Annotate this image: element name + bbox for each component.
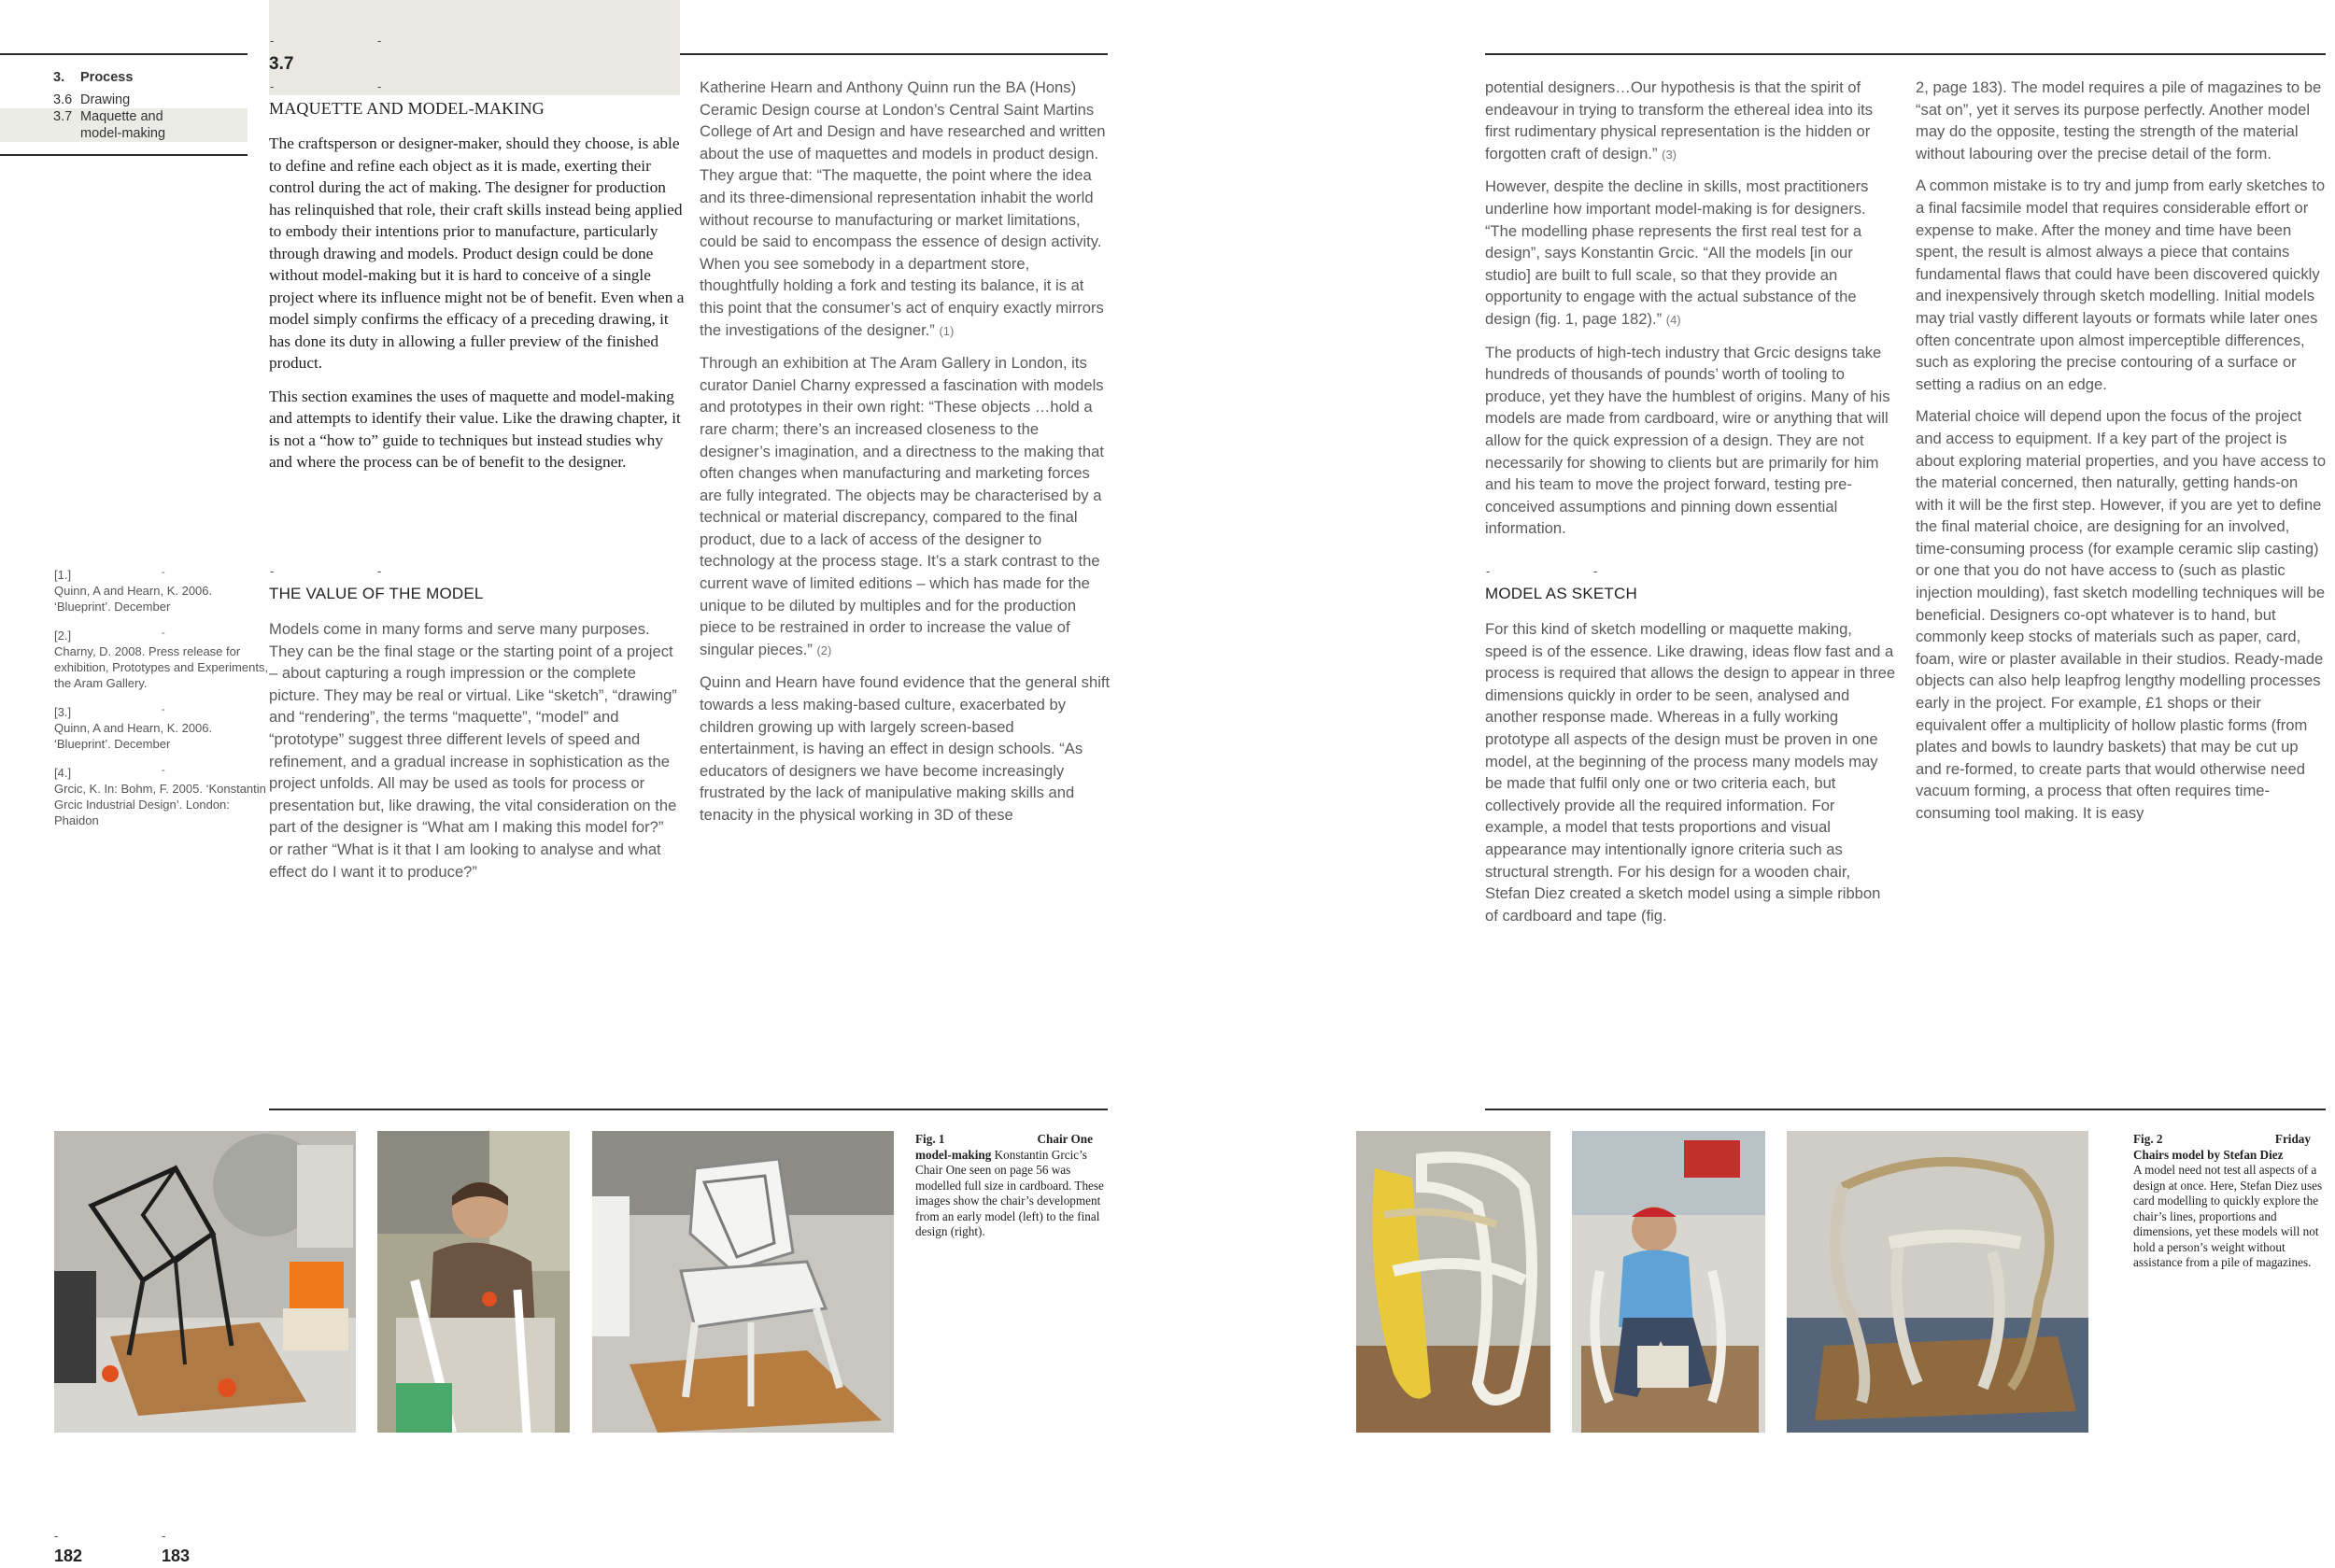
folio-dash: - [162,1529,166,1543]
reference-item: - [3.] Quinn, A and Hearn, K. 2006. ‘Blueprint’. December [54,704,213,751]
fig1-caption [915,1132,1107,1240]
fig2-text: A model need not test all aspects of a design at once. Here, Stefan Diez uses card modelling to quickly explore the chair’s lines, proportions and dimensions, yet these models will not hold a person’s weight without assistance from a pile of magazines. [2133,1163,2323,1269]
nav-item-maquette[interactable] [0,108,248,142]
chapter-nav [53,69,248,142]
fig1-photo-final-chair [592,1131,894,1433]
reference-item: - [1.] Quinn, A and Hearn, K. 2006. ‘Blueprint’. December [54,567,213,614]
fig1-title-a: Chair One [1037,1132,1093,1146]
col3-text [700,77,1111,837]
heading-dash: - [1593,564,1598,578]
folio-dash: - [54,1529,59,1543]
badge-dash: - [377,79,382,93]
fig2-title-b: Chairs model by Stefan Diez [2133,1147,2284,1162]
nav-chapter[interactable] [53,69,248,86]
references [54,567,269,841]
nav-item-drawing[interactable] [53,92,248,108]
body-paragraph: Through an exhibition at The Aram Gallery in London, its curator Daniel Charny expressed a fascination with models and prototypes in their own right: “These objects …hold a rare charm; there’s an increased closeness to the designer’s imagination, and a directness to the making that often changes when manufacturing and marketing forces are fully integrated. The objects may be characterised by a technical or material discrepancy, compared to the final product, due to a lack of access of the designer to technology at the process stage. It’s a stark contrast to the current wave of limited editions – which has made for the unique to be diluted by multiples and for the production piece to be restrained in order to increase the value of singular pieces.” (2) [700,354,1104,658]
intro-paragraph: The craftsperson or designer-maker, should they choose, is able to define and refine each object as it is made, exerting their control during the act of making. The designer for production has relinquished that role, their craft skills instead being applied to embody their intentions prior to manufacture, particularly through drawing and models. Product design could be done without model-making but it is hard to conceive of a single project where its influence might not be of benefit. Even when a model simply confirms the efficacy of a preceding drawing, it has done its duty in allowing a fuller preview of the finished product. [269,134,685,372]
nav-bottom-rule [0,154,248,156]
fig2-title-a: Friday [2274,1132,2311,1146]
body-paragraph: Material choice will depend upon the focus of the project and access to equipment. If a key part of the project is about exploring material properties, and you have access to the material concerned, then naturally, getting hands-on with it will be the first step. However, if you are yet to define the final material choice, are designing for an involved, time-consuming process (for example ceramic slip casting) or one that you do not have access to (such as plastic injection moulding), fast sketch modelling techniques will be beneficial. Designers co-opt whatever is to hand, but commonly keep stocks of materials such as paper, card, foam, wire or plaster available in their studios. Ready-made objects can also help leapfrog lengthy modelling processes early in the project. For example, £1 shops or their equivalent offer a multiplicity of hollow plastic forms (from plates and bowls to laundry baskets) that may be cut up and re-formed, to create parts that would otherwise need vacuum forming, a process that often requires time-consuming tool making. It is easy [1916,407,2327,822]
sketch-text: For this kind of sketch modelling or maquette making, speed is of the essence. Like drawing, ideas flow fast and a process is required that allows the design to appear in three dimensions quickly in order to be seen, analysed and another response made. Whereas in a fully working prototype all aspects of the design must be proven in one model, at the beginning of the process many models may be made that fulfil only one or two criteria each, but collectively provide all the required information. For example, a model that tests proportions and visual appearance may intentionally ignore criteria such as structural strength. For his design for a wooden chair, Stefan Diez created a sketch model using a simple ribbon of cardboard and tape (fig. [1485,620,1896,925]
body-paragraph: The products of high-tech industry that Grcic designs take hundreds of thousands of pounds’ worth of tooling to produce, yet they have the humblest of origins. Many of his models are made from cardboard, wire or anything that will allow for the quick expression of a design. They are not necessarily for showing to clients but are primarily for him and his team to move the project forward, testing pre-conceived assumptions and pinning down essential information. [1485,343,1890,538]
heading-dash: - [1486,564,1491,578]
nav-top-rule [0,53,248,55]
fig2-label: Fig. 2 [2133,1132,2163,1146]
section-number: 3.7 [269,54,294,74]
col5-text [1916,77,2327,835]
fig2-caption [2133,1132,2333,1271]
body-paragraph: Katherine Hearn and Anthony Quinn run the BA (Hons) Ceramic Design course at London’s Central Saint Martins College of Art and Design and have researched and written about the use of maquettes and models in product design. They argue that: “The maquette, the point where the idea and its three-dimensional representation inhabit the world without recourse to manufacturing or market limitations, could be said to encompass the essence of design activity. When you see somebody in a department store, thoughtfully holding a fork and testing its balance, it is at this point that the consumer’s act of enquiry exactly mirrors the investigations of the designer.” (1) [700,78,1106,339]
body-paragraph: Quinn and Hearn have found evidence that the general shift towards a less making-based culture, exacerbated by children growing up with largely screen-based entertainment, is having an effect in design schools. “As educators of designers we have become increasingly frustrated by the lack of manipulative making skills and tenacity in the physical working in 3D of these [700,673,1111,824]
nav-chapter-title: Process [80,70,134,85]
nav-item-num: 3.6 [53,92,73,107]
section-title: MAQUETTE AND MODEL-MAKING [269,99,545,118]
fig1-photo-designer [377,1131,570,1433]
value-heading: THE VALUE OF THE MODEL [269,585,484,602]
body-paragraph: potential designers…Our hypothesis is that the spirit of endeavour in trying to transform the ethereal idea into its first rudimentary physical representation is the hidden or forgotten craft of design.” (3) [1485,78,1874,162]
figure-rule-right [1485,1109,2326,1110]
body-paragraph: However, despite the decline in skills, most practitioners underline how important model-making is for designers. “The modelling phase represents the first real test for a design”, says Konstantin Grcic. “All the models [in our studio] are built to full scale, so that they provide an opportunity to engage with the actual substance of the design (fig. 1, page 182).” (4) [1485,177,1869,328]
col3-top-rule [680,53,1108,55]
fig2-photo-sitting-man [1572,1131,1765,1433]
badge-dash: - [270,79,275,93]
sketch-heading: MODEL AS SKETCH [1485,585,1637,602]
value-text: Models come in many forms and serve many purposes. They can be the final stage or the starting point of a project – about capturing a rough impression or the complete picture. They may be real or virtual. Like “sketch”, “drawing” and “rendering”, the terms “maquette”, “model” and “prototype” suggest three different levels of speed and refinement, and a gradual increase in sophistication as the project unfolds. All may be used as tools for process or presentation but, like drawing, the vital consideration on the part of the designer is “What am I making this model for?” or rather “What is it that I am looking to analyse and what effect do I want it to produce?” [269,620,677,881]
body-paragraph: 2, page 183). The model requires a pile of magazines to be “sat on”, yet it serves its purpose perfectly. Another model may do the opposite, testing the strength of the material without labouring over the precise detail of the form. [1916,78,2322,162]
figure-rule-left [269,1109,1108,1110]
badge-dash: - [270,34,275,48]
nav-item-label: Drawing [80,92,131,107]
nav-item-label: Maquette and model-making [80,109,166,141]
fig1-text: Konstantin Grcic’s Chair One seen on page 56 was modelled full size in cardboard. These images show the chair’s development from an early model (left) to the final design (right). [915,1147,1104,1238]
heading-dash: - [377,564,382,578]
fig1-photo-wire-model [54,1131,356,1433]
fig1-title-b: model-making [915,1147,992,1162]
body-paragraph: A common mistake is to try and jump from early sketches to a final facsimile model that requires considerable effort or expense to make. After the money and time have been spent, the result is almost always a piece that contains fundamental flaws that could have been discovered quickly and inexpensively through sketch modelling. Initial models may trial vastly different layouts or formats while later ones often concentrate upon almost imperceptible differences, such as exploring the precise contouring of a surface or setting a radius on an edge. [1916,177,2326,393]
fig2-photo-chair-detail [1787,1131,2088,1433]
fig1-label: Fig. 1 [915,1132,945,1146]
nav-item-num: 3.7 [53,109,73,124]
section-badge [269,0,680,95]
heading-dash: - [270,564,275,578]
page-number-left: 182 [54,1547,83,1565]
col4-text [1485,77,1896,550]
intro-paragraph: This section examines the uses of maquette and model-making and attempts to identify their value. Like the drawing chapter, it is not a “how to” guide to techniques but instead studies why and where the process can be of benefit to the designer. [269,387,681,471]
badge-dash: - [377,34,382,48]
fig2-photo-ribbon-chair [1356,1131,1550,1433]
intro-text [269,133,689,485]
nav-chapter-num: 3. [53,70,65,85]
reference-item: - [4.] Grcic, K. In: Bohm, F. 2005. ‘Konstantin Grcic Industrial Design’. London: Phaidon [54,765,266,827]
reference-item: - [2.] Charny, D. 2008. Press release for exhibition, Prototypes and Experiments, the Aram Gallery. [54,628,269,690]
page-number-right: 183 [162,1547,191,1565]
col4-top-rule [1485,53,2326,55]
